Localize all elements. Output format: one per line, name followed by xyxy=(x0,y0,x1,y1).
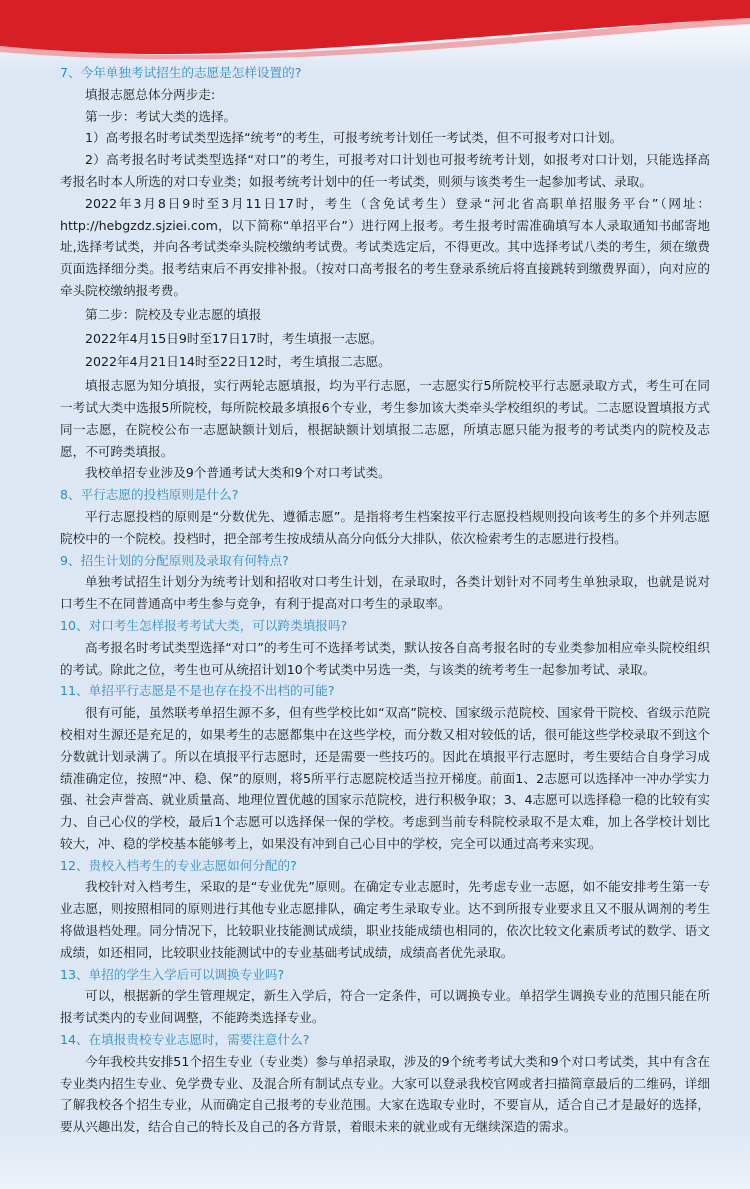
paragraph: 我校针对入档考生，采取的是“专业优先”原则。在确定专业志愿时，先考虑专业一志愿，如不能安排考生第一专业志愿，则按照相同的原则进行其他专业志愿排队，确定考生录取专业。达不到所报专业要求且又不服从调剂的考生将做退档处理。同分情况下，比较职业技能测试成绩，职业技能成绩也相同的，依次比较文化素质考试的数学、语文成绩，如还相同，比较职业技能测试中的专业基础考试成绩，成绩高者优先录取。 xyxy=(60,879,710,960)
faq-content xyxy=(60,62,710,1138)
paragraph: 填报志愿为知分填报，实行两轮志愿填报，均为平行志愿，一志愿实行5所院校平行志愿录取方式，考生可在同一考试大类中选报5所院校，每所院校最多填报6个专业，考生参加该大类牵头学校组织的考试。二志愿设置填报方式同一志愿，在院校公布一志愿缺额计划后，根据缺额计划填报二志愿，所填志愿只能为报考的考试类内的院校及志愿，不可跨类填报。 xyxy=(60,378,710,459)
faq-heading-10: 10、对口考生怎样报考考试大类，可以跨类填报吗? xyxy=(60,617,348,633)
paragraph: 2）高考报名时考试类型选择“对口”的考生，可报考对口计划也可报考统考计划，如报考对口计划，只能选择高考报名时本人所选的对口专业类；如报考统考计划中的任一考试类，则须与该类考生一起参加考试、录取。 xyxy=(60,152,710,189)
faq-heading-11: 11、单招平行志愿是不是也存在投不出档的可能? xyxy=(60,683,335,699)
paragraph: 可以，根据新的学生管理规定，新生入学后，符合一定条件，可以调换专业。单招学生调换专业的范围只能在所报考试类内的专业间调整，不能跨类选择专业。 xyxy=(60,988,710,1026)
red-swoosh-decoration xyxy=(0,0,750,70)
paragraph: 填报志愿总体分两步走: xyxy=(85,86,216,102)
faq-heading-14: 14、在填报贵校专业志愿时，需要注意什么? xyxy=(60,1032,310,1048)
paragraph: 今年我校共安排51个招生专业（专业类）参与单招录取，涉及的9个统考考试大类和9个对口考试类，其中有含在专业类内招生专业、免学费专业、及混合所有制试点专业。大家可以登录我校官网或者扫描简章最后的二维码，详细了解我校各个招生专业，从而确定自己报考的专业范围。大家在选取专业时，不要盲从，适合自己才是最好的选择，要从兴趣出发，结合自己的特长及自己的各方背景，着眼未来的就业或有无继续深造的需求。 xyxy=(60,1053,710,1135)
paragraph: 单独考试招生计划分为统考计划和招收对口考生计划，在录取时，各类计划针对不同考生单独录取，也就是说对口考生不在同普通高中考生参与竞争，有利于提高对口考生的录取率。 xyxy=(60,574,710,612)
paragraph: 2022年3月8日9时至3月11日17时，考生（含免试考生）登录“河北省高职单招服务平台”（网址：http://hebgzdz.sjziei.com，以下简称“单招平台”）进行网上报考。考生报考时需准确填写本人录取通知书邮寄地址,选择考试类，并向各考试类牵头院校缴纳考试费。考试类选定后，不得更改。其中选择考试八类的考生，须在缴费页面选择细分类。报考结束后不再安排补报。（按对口高考报名的考生登录系统后将直接跳转到缴费界面），向对应的牵头院校缴纳报考费。 xyxy=(60,195,710,298)
faq-heading-13: 13、单招的学生入学后可以调换专业吗? xyxy=(60,966,285,982)
paragraph: 1）高考报名时考试类型选择“统考”的考生，可报考统考计划任一考试类，但不可报考对口计划。 xyxy=(85,130,623,146)
paragraph: 高考报名时考试类型选择“对口”的考生可不选择考试类，默认按各自高考报名时的专业类参加相应牵头院校组织的考试。除此之位，考生也可从统招计划10个考试类中另选一类，与该类的统考考生一起参加考试、录取。 xyxy=(60,639,710,677)
paragraph: 第二步：院校及专业志愿的填报 xyxy=(85,306,262,322)
paragraph: 2022年4月15日9时至17日17时，考生填报一志愿。 xyxy=(85,330,383,346)
faq-heading-8: 8、平行志愿的投档原则是什么? xyxy=(60,487,239,503)
paragraph: 2022年4月21日14时至22日12时，考生填报二志愿。 xyxy=(85,354,391,370)
faq-heading-7: 7、今年单独考试招生的志愿是怎样设置的? xyxy=(60,65,302,80)
paragraph: 第一步：考试大类的选择。 xyxy=(85,108,237,124)
paragraph: 我校单招专业涉及9个普通考试大类和9个对口考试类。 xyxy=(85,465,391,481)
paragraph: 很有可能，虽然联考单招生源不多，但有些学校比如“双高”院校、国家级示范院校、国家骨干院校、省级示范院校相对生源还是充足的，如果考生的志愿都集中在这些学校，而分数又相对较低的话，很可能这些学校录取不到这个分数就计划录满了。所以在填报平行志愿时，还是需要一些技巧的。因此在填报平行志愿时，考生要结合自身学习成绩准确定位，按照“冲、稳、保”的原则，将5所平行志愿院校适当拉开梯度。前面1、2志愿可以选择冲一冲办学实力强、社会声誉高、就业质量高、地理位置优越的国家示范院校，进行积极争取；3、4志愿可以选择稳一稳的比较有实力、自己心仪的学校，最后1个志愿可以选择保一保的学校。考虑到当前专科院校录取不是太难，加上各学校计划比较大，冲、稳的学校基本能够考上，如果没有冲到自己心目中的学校，完全可以通过高考来实现。 xyxy=(60,705,710,851)
faq-heading-12: 12、贵校入档考生的专业志愿如何分配的? xyxy=(60,857,297,873)
faq-heading-9: 9、招生计划的分配原则及录取有何特点? xyxy=(60,552,289,568)
paragraph: 平行志愿投档的原则是“分数优先、遵循志愿”。是指将考生档案按平行志愿投档规则投向该考生的多个并列志愿院校中的一个院校。投档时，把全部考生按成绩从高分向低分大排队，依次检索考生的志愿进行投档。 xyxy=(60,508,710,546)
